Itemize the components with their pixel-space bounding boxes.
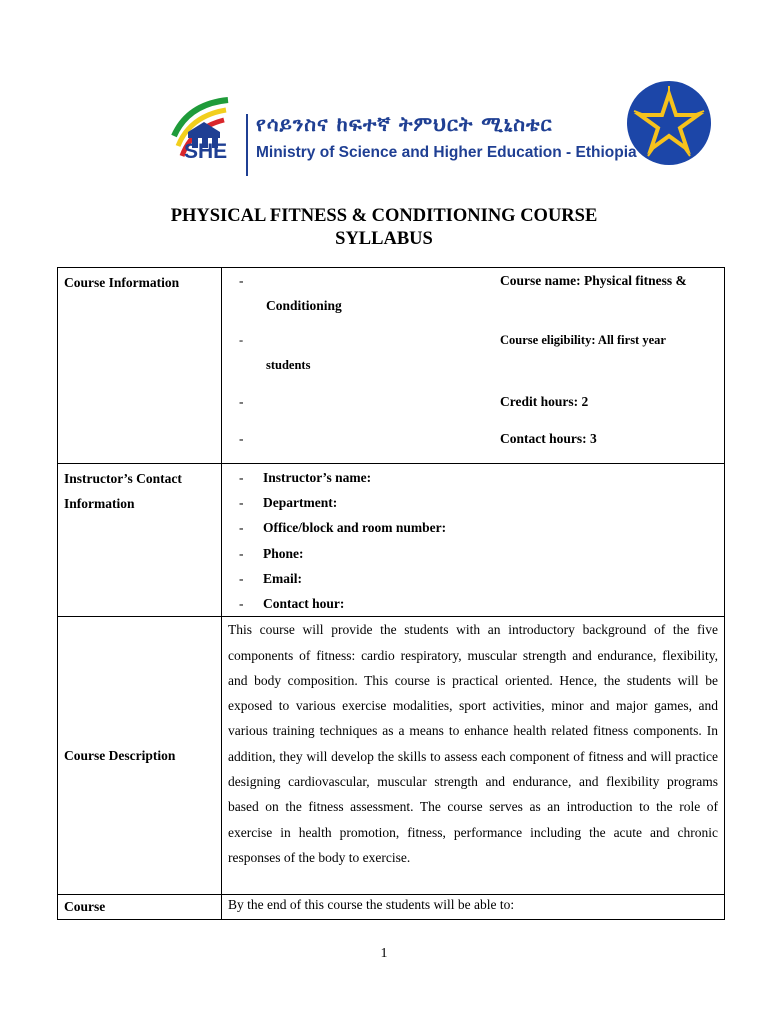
- course-description-text: This course will provide the students with an introductory background of the five components of fitness: cardio respiratory, muscular strength and endurance, flexibility, and body composition. This course is practical oriented. Hence, the students will be exposed to various exercise modalities, sport activities, minor and major games, and various training techniques as a means to enhance health related fitness components. In addition, they will develop the skills to assess each component of fitness and will practice designing cardiovascular, muscular strength and endurance, and flexibility programs based on the fitness assessment. The course serves as an introduction to the role of exercise in health promotion, fitness, performance including the acute and chronic responses of the body to exercise.: [228, 622, 718, 865]
- email-label: Email:: [263, 570, 302, 586]
- dash: -: [239, 495, 244, 511]
- course-objectives-label-cell: [58, 895, 222, 920]
- course-objectives-content: [222, 895, 725, 920]
- course-information-label-cell: [58, 268, 222, 464]
- office-item: [222, 515, 724, 540]
- instructor-contact-label: [58, 464, 221, 518]
- row-course-description: [58, 617, 725, 895]
- course-information-content: [222, 268, 725, 464]
- course-description-label-cell: [58, 617, 222, 895]
- phone-item: [222, 541, 724, 566]
- ministry-logo-icon: [168, 96, 252, 180]
- logo-text: SHE: [184, 140, 228, 163]
- course-description-label: Course Description: [64, 748, 176, 764]
- document-title: [0, 205, 768, 251]
- dash: -: [239, 333, 244, 347]
- contact-hours-item: [222, 426, 724, 451]
- dash: -: [239, 596, 244, 612]
- title-line-2: SYLLABUS: [335, 229, 433, 249]
- course-eligibility-continuation: students: [266, 358, 311, 372]
- course-information-label: Course Information: [64, 275, 180, 290]
- instructor-name-label: Instructor’s name:: [263, 470, 372, 485]
- email-item: [222, 566, 724, 591]
- row-course-objectives: [58, 895, 725, 920]
- row-instructor-contact: [58, 464, 725, 617]
- dash: -: [239, 470, 244, 485]
- credit-hours-value: Credit hours: 2: [500, 394, 589, 409]
- department-label: Department:: [263, 495, 338, 511]
- document-header: [0, 0, 768, 200]
- dash: -: [239, 545, 244, 561]
- contact-hour-item: [222, 591, 724, 616]
- course-name-item: [222, 268, 724, 293]
- contact-hours-value: Contact hours: 3: [500, 431, 597, 446]
- course-objectives-label: Course: [64, 899, 106, 915]
- dash: -: [239, 273, 244, 288]
- dash: -: [239, 520, 244, 536]
- page-number: 1: [380, 946, 388, 961]
- instructor-label-line-2: Information: [64, 496, 135, 511]
- course-name-continuation: Conditioning: [266, 298, 342, 313]
- course-description-content: [222, 617, 725, 895]
- syllabus-table: [57, 267, 725, 920]
- credit-hours-item: [222, 389, 724, 414]
- title-line-1: PHYSICAL FITNESS & CONDITIONING COURSE: [170, 206, 598, 226]
- phone-label: Phone:: [263, 545, 304, 561]
- instructor-contact-content: [222, 464, 725, 617]
- instructor-contact-label-cell: [58, 464, 222, 617]
- course-eligibility-value: Course eligibility: All first year: [500, 333, 666, 347]
- course-eligibility-item: [222, 328, 724, 353]
- ministry-name-english: Ministry of Science and Higher Education - Ethiopia: [256, 144, 637, 161]
- dash: -: [239, 570, 244, 586]
- course-objectives-intro: By the end of this course the students will be able to:: [228, 897, 515, 913]
- instructor-name-item: [222, 465, 724, 490]
- instructor-label-line-1: Instructor’s Contact: [64, 471, 182, 486]
- dash: -: [239, 394, 244, 409]
- department-item: [222, 490, 724, 515]
- dash: -: [239, 431, 244, 446]
- office-label: Office/block and room number:: [263, 520, 447, 536]
- ethiopia-emblem-icon: [626, 80, 712, 166]
- contact-hour-label: Contact hour:: [263, 596, 345, 612]
- ministry-name-amharic: የሳይንስና ከፍተኛ ትምህርት ሚኒስቴር: [256, 112, 553, 136]
- row-course-information: [58, 268, 725, 464]
- course-name-value: Course name: Physical fitness &: [500, 273, 687, 288]
